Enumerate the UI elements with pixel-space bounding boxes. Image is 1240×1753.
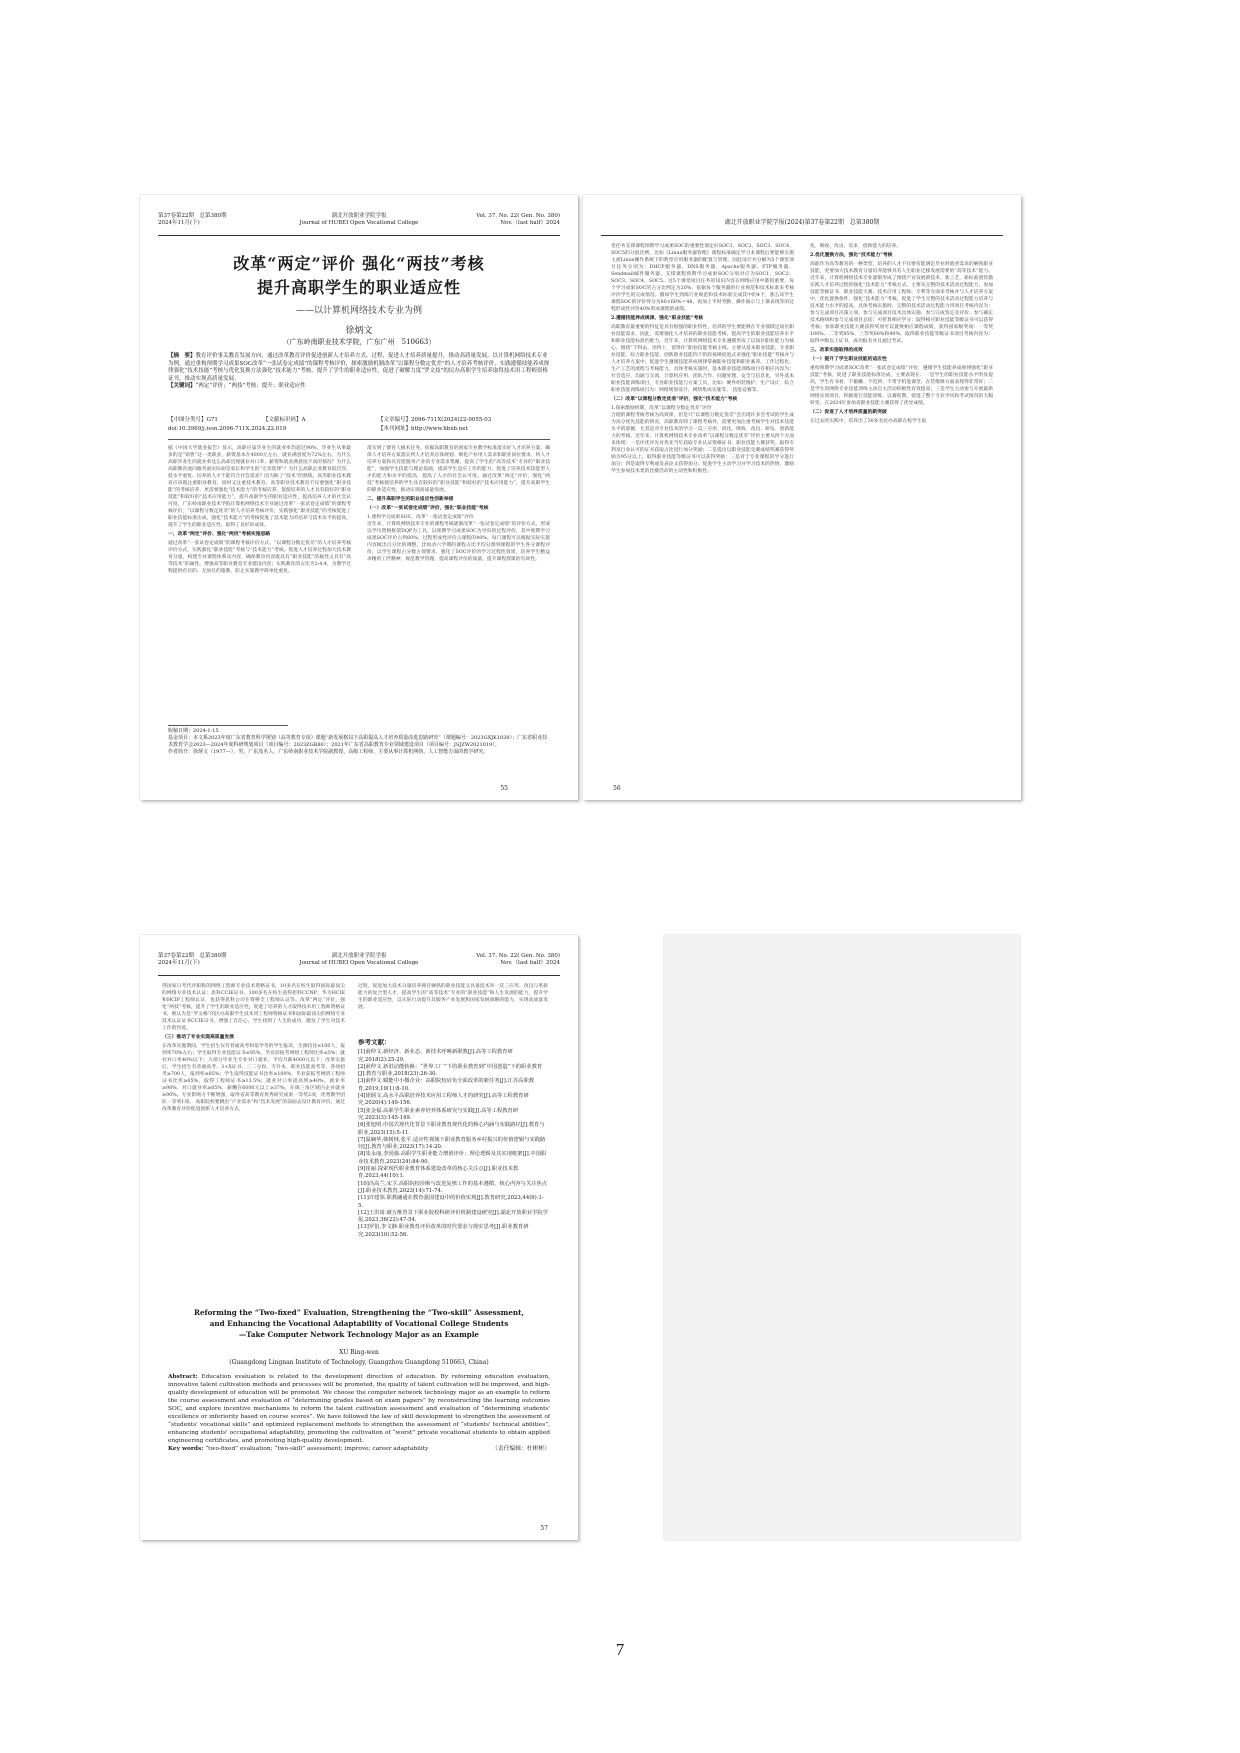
- header-left: 第37卷第22期 总第380期 2024年11月(下): [158, 953, 227, 966]
- page-number: 57: [540, 1525, 548, 1532]
- body-column-right: [367, 445, 550, 720]
- article-title-line2: 提升高职学生的职业适应性: [256, 278, 461, 297]
- body-column-right: [358, 983, 548, 1033]
- keywords-label: 【关键词】: [168, 383, 196, 389]
- body-paragraph: 在过去的实践中，培养出了30多名民办高职在校学生取: [810, 419, 927, 424]
- subsection-heading: （一）改革“一张试卷定成绩”评价，强化“职业技能”考核: [367, 505, 489, 511]
- section-heading-2: 二、提升高职学生的职业适应性创新举措: [367, 496, 454, 502]
- clc-number: 【中图分类号】G71: [168, 417, 218, 423]
- body-paragraph: 高职教育最重要的特征是具有很强的职业特性，培养的学生要能够在专业领域足岗位职业技能需求，因此，需要强化人才培养的职业技能考核，提高学生的职业技能培养水平和职业技能标准匹配力。近年来，计算机网络技术专业遵循形成了以岗位职业能力为核心，围绕“下得去、用得上、留得住”职业技能考核主线。主要从基本职业技能、专业职业技能、综合职业技能、创新职业技能四个阶段按梯度进式来强化“职业技能”考核并与人才培养方案中，促进学生遵循技能养成规律掌握职业技能和职业素养。工作过程化、生产工艺的流程与考核能力，具体考核实施时，基本职业技能训练项目有相应内容为：社会适应、沟通与交流、计算机应用、团队合作、问题处理、安全与信息化，另外基本职业技能训练项目，专业职业技能与方案工具，比如：硬件组装维护、生产设计，综合职业技能训练项目为：网络规划设计、网络集成实施等。: [611, 325, 794, 393]
- header-center: 湖北开放职业学院学报 Journal of HUBEI Open Vocational College: [299, 213, 419, 226]
- body-paragraph: 重构预期学习成果SOC改革“一张试卷定成绩”评价，遵循学生技能养成规律强化“职业技能”考核，促进了职业技能标准达成，主要表现在：一是学生的职业技能水平明显提高，学生有书看、不偷懒、不迟到、不带手机进课堂、在装维修方面表现得非常好；二是学生的网络专业技能训练主动自主活动积极性有效提高；三是学生主动参与开展最新网络实训项目，积极进行技能训练，以赛促教，促进了整个专业学风和考试情况的大幅转变。在2024年参加省职业技能大赛获得了优异成绩。: [810, 366, 993, 406]
- body-paragraph: 得国家日考代评职称的网络工程师专业技术资格证书，10多名在校生取得国际最顶尖的网络专业技术认证：思科CCIE证书，100多名在校生获得思科CCNP、华为HCIE和HCIP工程师认证，也获得思科公司在资格全工程师认证等。改革“两定”评价，强化“两技”考核，提升了学生的职业适应性，促进了培养的人才取得技术用工程师资格证书，被认为是“罗文格”的民办高职学生技术用工程师资格证书和国际最顶尖的网络专业技术认证证书CCIE证书，增强了自信心，学生找到了人生的成功，激发了学生对技术工作的热爱。: [162, 984, 345, 1031]
- footnote-divider: [168, 725, 288, 726]
- body-paragraph: 1.探索激励机制，改革“以课程分数定优差”评价 合理的课程考核考核为高效果，但是只“以课程分数定优差”会出现许多会考试的学生成为高分优先技能的情况，高职教育除了课程考核外，需要更加注重考核学生对技术技能水平的掌握，尤其是对专业技术的学习一反三应用、消化、吸收、改良、研发、创新能力的考核。近年来，计算机网络技术专业改革“以课程分数定优差”评价主要从四个方面来体现：一是评优评先对优先当年获取专业认证资格证书、职业技能大赛获奖、取得专利及行业认可的证书获取占比进行加分奖励；二是提出以职业技能竞赛成绩奖赛获得奖励为95分以上，取得职业技能等级证书可以获得奖励；三是对于专业课程的学分进行加分；四是取得专利或发表论文获得加分。促进学生主动学习并学习技术的热情，激励学生参加技术类的比赛活动的主动性和积极性。: [611, 406, 794, 474]
- english-title-line1: Reforming the “Two-fixed” Evaluation, Strengthening the “Two-skill” Assessment,: [194, 1308, 524, 1317]
- footnotes: [168, 728, 550, 756]
- body-column-left: [611, 243, 794, 778]
- meta-divider: [168, 439, 550, 440]
- english-affiliation: (Guangdong Lingnan Institute of Technology, Guangzhou Guangdong 510663, China): [229, 1359, 489, 1366]
- body-paragraph: 据《中国大学就业报告》显示，高职应届毕业生的就业率均超过90%，毕业生从事最多的是“销售”这一类职业，薪资基本在4000元左右，就业满意度为72%左右。为什么高职毕业生的就业率这么高却出现就业对口率、薪资和就业满意度不高的情况？为什么高职教育流向服务面实际却是家长和学生的“无奈选择”？为什么高职企业教育低层次、低水平重复、培养的人才不能符合社会需求？因为缺了“技术”的熟练，高等职业技术教育应该既注重职业教育，同时又注重技术教育。高等职业技术教育不仅要强化“职业技能”的考核培养，更需要强化“技术能力”的考核培养，促使培养的人才具有较好的“职业技能”和较好的“技术应用能力”，提升高职学生的职业适应性，提高培养人才的社会认可度。广东岭南职业技术学院计算机网络技术专业通过改革“一张试卷定成绩”的课程考核评价，“以课程分数定优差”的人才培养考核评价，实践强化“职业技能”的考核促进了职业技能标准达成，强化“技术能力”的考核促进了技术能力的培养与技术水平的提高，提升了学生的职业适应性，取得了良好的成效。: [168, 446, 351, 528]
- meta-row-1: [168, 417, 550, 424]
- body-paragraph: 化、吸收、改良、反求、创新能力的培养。: [810, 244, 902, 249]
- keywords-text: “两定”评价；“两技”考核；提升；职业适应性: [195, 383, 306, 389]
- reference-item: [13]罗伯,李文静.职业教育评价改革的时代要求与现实思考[J].职业教育研究,2023(10):52-56.: [358, 1224, 529, 1238]
- reference-item: [5]张金福.高职学生职业素养培养体系研究与实践[J].高等工程教育研究,2023(3):145-149.: [358, 1107, 519, 1121]
- abstract-label: 【摘 要】: [168, 353, 196, 359]
- english-abstract-label: Abstract:: [168, 1374, 198, 1380]
- journal-site: 【本刊网址】http://www.hbxb.net: [378, 426, 468, 432]
- body-paragraph: 落实到了德育人极术任务。依据高职教育的国家专业教学标准落实好人才培养方案，确保人才培养方案落实到人才培养总体规划、细化产业用人需求和职业岗位要求，将人才培养方案和具有能服务产业的专业需求集聚，提高了学生的“高等技术”专业的“职业技能”，加强学生技能与理论基础，提高学生适应工作的能力，促进了培养技术技能型人才的能力和水平的提高，提高了人才的社会认可度。通过改革“两定”评价，强化“两技”考核使培养的学生具有较好的“职业技能”和较好的“技术应用能力”，提升高职学生的职业适应性，推动实现高质量发展。: [367, 446, 550, 493]
- body-paragraph: 高职院校要跳出“产业需求”和“技术发展”的前面去设计教育评价，通过改革教育评价促进创新人才培养方式、: [162, 1100, 345, 1112]
- page-number: 56: [613, 785, 621, 792]
- english-title: [140, 1307, 578, 1340]
- reference-item: [12]王洪琦.破五唯背景下职业院校科研评价机制建设研究[J].湖北开放职业学院学报,2023,36(22):47-54.: [358, 1209, 548, 1224]
- section-heading-1: 一、改革“两定”评价、强化“两技”考核实施思路: [168, 531, 271, 537]
- abstract: [168, 353, 550, 391]
- reference-item: [3]俞仲文.赋能中小微企业：高职院校肩负全面改革的新任务[J].江苏高职教育,2019,19(1):8-10.: [358, 1078, 535, 1092]
- body-column-right: [810, 243, 993, 778]
- english-keywords-text: “two-fixed” evaluation; “two-skill” assessment; improve; career adaptability: [205, 1446, 429, 1452]
- subsection-heading: （一）提升了学生职业技能的适应性: [810, 356, 887, 362]
- english-keywords-label: Key words:: [168, 1446, 204, 1452]
- article-title-line1: 改革“两定”评价 强化“两技”考核: [233, 254, 485, 273]
- author-bio: 作者简介：徐炳文（1977—），男，广东茂名人，广东岭南职业技术学院副教授，高级工程师，主要从事计算机网络、人工智能方面的教学研究。: [168, 749, 489, 755]
- body-paragraph: 在改革实施期间，学生招生仅有普通高考和依学考的学生报读，生源持比≤100人，报到率70%左右；学生取得专业技能证书≤95%，毕业前报考网络工程师比率≤5%；就业对口率40%以下；大部分毕业生专业对口就业，平均月薪4000元以下；改革实施后，学生招生有普通高考、3+X证书、三二分段、专升本、职业技能高考等，各项招考≥700人，报到率≥85%；学生取得技能证书比率≥100%，毕业前报考网络工程师证书比率≥65%，取得工程师证书≥13.5%；就业对口率提高到≥40%，就业率≥98%，对口就业率≥85%，薪酬在6000元以上≥37%，在珠三角区域内企业就业≥90%。专业影响力不断增强，取得省高等教育优秀研究成果一等奖2项，优秀教学团队一等奖1项。: [162, 1044, 345, 1105]
- received-date: 收稿日期：2024-1-15: [168, 728, 219, 734]
- blank-page: [664, 935, 1020, 1540]
- page-header: [158, 949, 560, 976]
- reference-item: [4]徐炳文.高水平高职培养技术应用工程师人才的研究[J].高等工程教育研究,2020(4):149-156.: [358, 1093, 529, 1107]
- fund-info: 基金项目：本文系2023年度广东省教育科学规划（高等教育专项）课题“新发展格局下高职提高人才培养质量改进思路研究”（课题编号：2023GXJK1038）；广东省职业技术教育学会2023—2024年度科研规划项目（项目编号：2023ZGB80）；2021年广东省高职教育专业领域建设项目（项目编号：JSJZW2021019）。: [168, 735, 548, 748]
- body-column-left: [162, 983, 345, 1291]
- body-paragraph: 1.重构学习成果SOC，改革“一张试卷定成绩”评价 近年来，计算机网络技术专业的课程考核逐渐改革“一张试卷定成绩”的评价方式，形成以学历资格框架DQP为工具，以预期学习成果SOC为导向的过程评价，其中预期学习成果SOC评价占到60%，过程形成性评价占课程的40%。每门课程可以根据实际实施内容做出百分比的调整，比如动六学期的课程占比平均分割到课程的学生各分课程评价，以学生课程占分数占领要求，强化了SOC评价的学习过程性效果，培养学生精益求精的工匠精神，规范教学管理，提高课程评价的质量，提升课程授课的有效性。: [367, 515, 550, 562]
- header-right: Vol. 37. No. 22( Gen. No. 380) Nov.（last half）2024: [476, 953, 560, 966]
- header-center: 湖北开放职业学院学报 Journal of HUBEI Open Vocational College: [299, 953, 419, 966]
- article-subtitle: ——以计算机网络技术专业为例: [295, 306, 422, 316]
- reference-item: [6]张旭明.中国式现代化背景下职业教育现代化的核心内涵与实践路径[J].教育与职业,2023(15):5-11.: [358, 1122, 545, 1136]
- subsection-heading: （二）改革“以课程分数定优差”评价，强化“技术能力”考核: [611, 396, 738, 402]
- journal-page-57: [140, 935, 578, 1540]
- doc-code: 【文献标识码】A: [263, 417, 306, 423]
- article-number: 【文章编号】2096-711X(2024)22-0055-03: [378, 417, 492, 423]
- page-header: [601, 209, 1003, 236]
- subsection-heading: （三）推动了专业实现高质量发展: [162, 1034, 234, 1040]
- page-number: 55: [500, 785, 508, 792]
- author-name: 徐炳文: [345, 326, 373, 336]
- body-paragraph: 堂任务支撑课程预期学习成果SOC的重要性划定好SOC1、SOC2、SOC3、SOC4、SOC5的分值比例。比如《Linux服务器管理》课程标准确定学习本课程后要能够实施主流Linux操作系统下的典型应用服务器的配置与管理，因此设计并分解为5个课堂项目任务分别为：DHCP服务器、DNS服务器、Apache服务器、FTP服务器、Sendmail邮件服务器，支撑课程预期学习成果SOC分别对应为SOC1、SOC2、SOC3、SOC4、SOC5。这5个课堂项目任务的知识内容在网络应用中都很重要，每个学习成果SOC的占分比例定为20%，依据每个服务器的行业规范和技术标准来考核评价学生的完成情况。假如学生熟练行业规范和技术标准完成其中的4个，那么该学生课程SOC的评价得分为80×60%＝48，再加上平时考勤、操作演示与上课表现等的过程形成性评价40%形成课程的成绩。: [611, 244, 794, 312]
- header-center: 湖北开放职业学院学报(2024)第37卷第22期 总第380期: [724, 219, 880, 226]
- body-paragraph: 过程，促进加大技术分量培养拥有娴熟的职业技能又具备技术举一反三应用、改良与革新能力的复合型人才，提高学生的“高等技术”专业的“职业技能”和人生发展的能力，提升学生的职业适应性，以实际行动提升其服务产业发展和国家发展战略的能力，实现高质量发展。: [358, 984, 548, 1010]
- reference-item: [11]许建领.职教融通在教育强国建设中的价值实现[J].教育研究,2023,44(6):1-5.: [358, 1195, 544, 1209]
- english-title-line3: —Take Computer Network Technology Major as an Example: [238, 1330, 479, 1339]
- body-paragraph: 高职作为高等教育的一种类型，培养的人才不仅要有能满足毕业时就业需求的娴熟职业技能，更要加大技术教育分量培养能够具有人生职业迁移发展需要的“高等技术”能力。近年来，计算机网络技术专业逐渐形成了围绕产业发展新技术、新工艺、新标准置管激实践人才培养过程的强化“技术能力”考核方式。主要从完整的技术活动过程能力、参加技能等级证书、职业技能大赛、技术应用工程师、专利等方面来考核并与人才培养方案中，优化置换条件，强化“技术能力”考核，促进了学生完整的技术活动过程能力培养与技术能力水平的提高。具体考核实施时，完整的技术活动过程能力用项目考核内容为：参与完成项目决策立项、参与完成项目技术具体实施、参与完成鉴定及评价、参与确定技术路线和参与完成项目总结；可折算相应学分；取得相应职业技能等级证书可以获得考核；参加职业技能大赛获得奖项可以置换相应课程成绩，获得国家级奖项：一等奖100%、二等奖85%、三等奖60%和40%，取得职业技能等级证书项目考核内容为：取得中级以上证书，成功报名并且通过考试。: [810, 262, 993, 344]
- body-column-left: [168, 445, 351, 720]
- reference-item: [2]俞仲文.新旧动能转换：“世界工厂”下的职业教育到“中国创造”下的职业教育[J].教育与职业,2018(23):26-30.: [358, 1063, 543, 1078]
- reference-item: [7]温娴华,韩树林,张平.适应性视域下职业教育服务乡村振兴的价值逻辑与实践路径[J].教育与职业,2023(17):14-20.: [358, 1136, 546, 1151]
- english-author: XU Bing-wen: [339, 1349, 379, 1356]
- subsection-heading: 2.优化置换方法，强化“技术能力”考核: [810, 252, 893, 258]
- meta-row-2: [168, 426, 550, 433]
- abstract-text: 教育评价事关教育发展方向，通过改革教育评价促进创新人才培养方式、过程，促进人才培养质量提升，推动高质量发展。以计算机网络技术专业为例，通过重构预期学习成果SOC改革“一张试卷定成绩”的课程考核评价，探索激励机制改革“以课程分数定优差”的人才培养考核评价，实践遵循技能养成规律强化“技术技能”考核与优化复换方法强化“技术能力”考核，提升了学生的职业适应性，促进了破解力度“罗文技”的民办高职学生培养取得技术用工程师资格证书，推动实现高质量发展。: [168, 353, 550, 382]
- body-paragraph: 技能竞赛等。: [732, 388, 762, 393]
- reference-item: [9]崔丽.探索现代职业教育体系建设改革的核心关注点[J].职业技术教育,2023,44(10):1.: [358, 1166, 519, 1180]
- doi: doi:10.3969/j.issn.2096-711X.2024.22.019: [168, 426, 287, 432]
- header-left: 第37卷第22期 总第380期 2024年11月(下): [158, 213, 227, 226]
- author-affiliation: （广东岭南职业技术学院，广东广州 510663）: [282, 338, 436, 346]
- subsection-heading: （二）促进了人才培养质量的新突破: [810, 409, 887, 415]
- english-title-line2: and Enhancing the Vocational Adaptability of Vocational College Students: [209, 1319, 509, 1328]
- english-abstract: [168, 1373, 550, 1453]
- references: [358, 1039, 548, 1291]
- reference-item: [8]朱永丽,李国强.高职学生职业能力增值评价：理论逻辑及其实现框架[J].中国职业技术教育,2023(24):84-90.: [358, 1151, 547, 1165]
- section-heading-3: 三、改革实施取得的成效: [810, 347, 863, 353]
- sheet-page-number: 7: [615, 1640, 625, 1659]
- journal-page-55: [140, 195, 578, 800]
- header-right: Vol. 37. No. 22( Gen. No. 380) Nov.（last half）2024: [476, 213, 560, 226]
- reference-item: [10]冯高兰,宋卫.高职院校诊断与改进复核工作的基本遵循、核心内容与关注焦点[J].职业技术教育,2023(14):71-74.: [358, 1180, 548, 1194]
- reference-item: [1]俞仲文.新经济、新业态、新技术呼唤新职教[J].高等工程教育研究,2018(2):25-29.: [358, 1049, 513, 1063]
- editor-credit: （责任编辑：杜彬彬）: [492, 1446, 550, 1452]
- page-header: [158, 209, 560, 236]
- references-title: 参考文献：: [358, 1039, 391, 1046]
- english-abstract-text: Education evaluation is related to the development direction of education. By reforming education evaluation, innovative talent cultivation methods and processes will be promoted, the quality of talent cultivation will be improved, and high-quality development of education will be promoted. We choose the computer network technology major as an example to reform the course assessment and evaluation of “determining grades based on exam papers” by reconstructing the learning outcomes SOC, and explore incentive mechanisms to reform the talent cultivation assessment and evaluation of “determining students' excellence or inferiority based on course scores”. We have followed the law of skill development to strengthen the assessment of “students' vocational skills” and optimized replacement methods to strengthen the assessment of “students' technical abilities”, enhancing students' occupational adaptability, promoting the cultivation of “worst” private vocational students to obtain applied engineering certificates, and promoting high-quality development.: [168, 1374, 551, 1444]
- journal-page-56: [583, 195, 1021, 800]
- body-paragraph: 通过改革“一张试卷定成绩”的课程考核评价方式、“以课程分数定优差”的人才培养考核评价方式，实践强化“职业技能”考核与“技术能力”考核，促进人才培养过程加大技术教育分量，构建专业课程体系及内容，确保教育内容既具有“职业技能”的属性又具有“高等技术”的属性，增强高等职业教育专业建设内容；实践教育的占比为2:4:4，为教学过程提供有目的、无放任的施教，防止实施教学简单化重复。: [168, 541, 351, 574]
- subsection-heading: 2.遵循技能养成规律，强化“职业技能”考核: [611, 315, 704, 321]
